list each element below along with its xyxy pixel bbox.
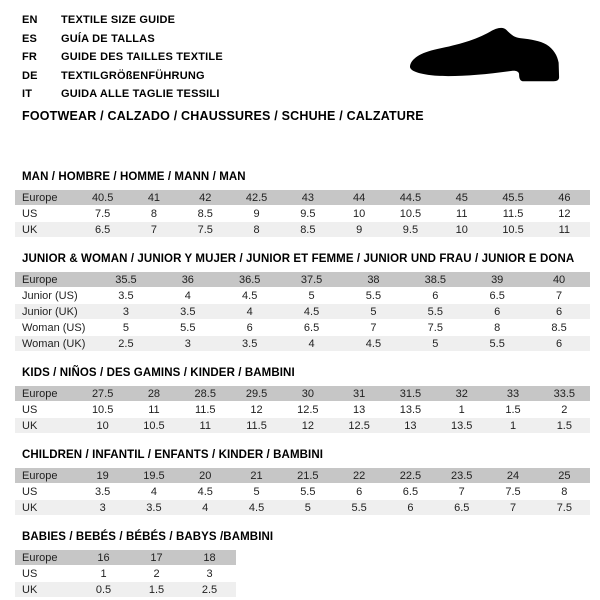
size-cell: 44 [333,190,384,205]
size-cell: 7.5 [487,484,538,499]
size-cell: 10 [436,222,487,237]
size-cell: 5.5 [404,304,466,319]
size-cell: 3.5 [219,336,281,351]
row-label: US [15,206,77,221]
size-cell: 24 [487,468,538,483]
row-label: UK [15,418,77,433]
table-title: JUNIOR & WOMAN / JUNIOR Y MUJER / JUNIOR ET FEMME / JUNIOR UND FRAU / JUNIOR E DONA [22,253,575,265]
size-table [15,467,590,516]
size-cell: 6.5 [77,222,128,237]
size-cell: 40.5 [77,190,128,205]
size-cell: 45 [436,190,487,205]
size-cell: 6.5 [436,500,487,515]
size-cell: 7.5 [404,320,466,335]
language-list [22,11,223,104]
size-cell: 17 [130,550,183,565]
table-row [15,222,590,237]
table-row [15,304,590,319]
table-title: CHILDREN / INFANTIL / ENFANTS / KINDER / BAMBINI [22,449,324,461]
size-cell: 9.5 [282,206,333,221]
size-cell: 39 [466,272,528,287]
size-cell: 20 [180,468,231,483]
size-cell: 8.5 [528,320,590,335]
size-cell: 6 [219,320,281,335]
size-cell: 28 [128,386,179,401]
table-title: KIDS / NIÑOS / DES GAMINS / KINDER / BAMBINI [22,367,295,379]
size-cell: 4 [180,500,231,515]
size-cell: 4.5 [231,500,282,515]
size-cell: 13 [333,402,384,417]
size-cell: 46 [539,190,590,205]
size-cell: 3.5 [157,304,219,319]
size-cell: 6 [404,288,466,303]
size-cell: 44.5 [385,190,436,205]
size-table [15,385,590,434]
size-cell: 27.5 [77,386,128,401]
size-cell: 4.5 [219,288,281,303]
size-cell: 13 [385,418,436,433]
size-table [15,189,590,238]
row-label: US [15,566,77,581]
table-row [15,288,590,303]
table-row [15,320,590,335]
size-cell: 45.5 [487,190,538,205]
size-cell: 12 [282,418,333,433]
size-cell: 8 [128,206,179,221]
size-cell: 6 [466,304,528,319]
size-cell: 5 [282,500,333,515]
size-cell: 31.5 [385,386,436,401]
language-row [22,67,223,86]
size-cell: 9 [333,222,384,237]
size-cell: 8 [231,222,282,237]
size-cell: 10.5 [77,402,128,417]
size-cell: 41 [128,190,179,205]
language-row [22,11,223,30]
size-cell: 40 [528,272,590,287]
size-table [15,549,236,598]
size-cell: 5 [343,304,405,319]
size-cell: 13.5 [436,418,487,433]
size-cell: 4 [281,336,343,351]
size-cell: 11.5 [180,402,231,417]
size-cell: 8 [466,320,528,335]
language-code: FR [22,51,38,63]
size-cell: 1 [487,418,538,433]
size-cell: 28.5 [180,386,231,401]
size-cell: 25 [539,468,590,483]
size-cell: 23.5 [436,468,487,483]
size-cell: 11.5 [231,418,282,433]
size-cell: 5 [404,336,466,351]
size-cell: 38 [343,272,405,287]
table-row [15,206,590,221]
row-label: Europe [15,386,77,401]
size-cell: 18 [183,550,236,565]
size-cell: 3 [157,336,219,351]
size-table [15,271,590,352]
table-row [15,468,590,483]
size-cell: 1.5 [539,418,590,433]
table-row [15,418,590,433]
language-label: GUIDE DES TAILLES TEXTILE [61,51,223,63]
size-cell: 36 [157,272,219,287]
row-label: US [15,484,77,499]
language-row [22,30,223,49]
size-cell: 43 [282,190,333,205]
row-label: Europe [15,550,77,565]
size-cell: 33.5 [539,386,590,401]
size-cell: 3.5 [77,484,128,499]
size-table-section [15,252,590,352]
size-cell: 16 [77,550,130,565]
size-cell: 4 [128,484,179,499]
table-row [15,566,236,581]
size-cell: 6.5 [466,288,528,303]
table-row [15,336,590,351]
size-cell: 6 [333,484,384,499]
size-cell: 3 [95,304,157,319]
size-cell: 7 [436,484,487,499]
row-label: Woman (UK) [15,336,95,351]
row-label: UK [15,582,77,597]
row-label: UK [15,500,77,515]
size-cell: 11.5 [487,206,538,221]
size-cell: 30 [282,386,333,401]
size-cell: 10.5 [385,206,436,221]
size-cell: 8.5 [282,222,333,237]
size-tables [15,170,590,600]
size-cell: 3.5 [128,500,179,515]
size-cell: 1 [77,566,130,581]
size-cell: 5.5 [333,500,384,515]
size-cell: 5.5 [157,320,219,335]
size-cell: 4 [157,288,219,303]
size-cell: 7 [128,222,179,237]
size-cell: 7 [343,320,405,335]
size-cell: 9.5 [385,222,436,237]
size-cell: 37.5 [281,272,343,287]
size-cell: 6.5 [281,320,343,335]
table-row [15,550,236,565]
table-title: BABIES / BEBÉS / BÉBÉS / BABYS /BAMBINI [22,531,274,543]
size-cell: 5 [231,484,282,499]
size-cell: 9 [231,206,282,221]
size-cell: 1.5 [487,402,538,417]
table-title: MAN / HOMBRE / HOMME / MANN / MAN [22,171,246,183]
size-cell: 7.5 [539,500,590,515]
table-row [15,484,590,499]
size-cell: 42.5 [231,190,282,205]
size-cell: 6.5 [385,484,436,499]
size-cell: 22 [333,468,384,483]
size-cell: 11 [180,418,231,433]
size-table-section [15,170,590,238]
table-row [15,402,590,417]
size-cell: 10 [333,206,384,221]
size-cell: 21.5 [282,468,333,483]
size-cell: 5.5 [343,288,405,303]
size-cell: 11 [436,206,487,221]
size-cell: 13.5 [385,402,436,417]
size-cell: 5 [281,288,343,303]
size-cell: 2 [539,402,590,417]
shoe-icon [390,8,590,110]
size-cell: 31 [333,386,384,401]
size-cell: 35.5 [95,272,157,287]
size-cell: 36.5 [219,272,281,287]
size-cell: 6 [528,336,590,351]
size-cell: 38.5 [404,272,466,287]
category-title: FOOTWEAR / CALZADO / CHAUSSURES / SCHUHE / CALZATURE [22,109,424,123]
size-cell: 1 [436,402,487,417]
language-code: EN [22,14,38,26]
size-cell: 8.5 [180,206,231,221]
language-row [22,85,223,104]
row-label: Junior (US) [15,288,95,303]
size-cell: 29.5 [231,386,282,401]
size-cell: 22.5 [385,468,436,483]
language-code: IT [22,88,33,100]
size-cell: 5.5 [466,336,528,351]
size-table-section [15,366,590,434]
size-cell: 10 [77,418,128,433]
size-cell: 3 [183,566,236,581]
shoe-silhouette [410,28,559,81]
size-cell: 10.5 [128,418,179,433]
language-label: TEXTILE SIZE GUIDE [61,14,176,26]
size-cell: 12.5 [333,418,384,433]
size-cell: 1.5 [130,582,183,597]
row-label: Junior (UK) [15,304,95,319]
size-table-section [15,448,590,516]
table-row [15,272,590,287]
size-cell: 6 [528,304,590,319]
size-cell: 0.5 [77,582,130,597]
table-row [15,500,590,515]
language-code: DE [22,69,38,82]
row-label: Woman (US) [15,320,95,335]
size-cell: 12 [231,402,282,417]
table-row [15,386,590,401]
size-cell: 11 [539,222,590,237]
size-cell: 7 [528,288,590,303]
size-cell: 2.5 [183,582,236,597]
table-row [15,190,590,205]
size-cell: 11 [128,402,179,417]
size-cell: 5.5 [282,484,333,499]
row-label: UK [15,222,77,237]
size-cell: 3.5 [95,288,157,303]
language-label: TEXTILGRÖßENFÜHRUNG [61,69,205,82]
size-cell: 19.5 [128,468,179,483]
size-cell: 7.5 [180,222,231,237]
size-cell: 21 [231,468,282,483]
size-cell: 10.5 [487,222,538,237]
size-cell: 2.5 [95,336,157,351]
row-label: Europe [15,190,77,205]
language-row [22,48,223,67]
size-cell: 3 [77,500,128,515]
size-cell: 4.5 [180,484,231,499]
size-cell: 42 [180,190,231,205]
size-cell: 7 [487,500,538,515]
size-cell: 7.5 [77,206,128,221]
size-cell: 2 [130,566,183,581]
size-table-section [15,530,590,598]
size-cell: 19 [77,468,128,483]
size-cell: 4.5 [281,304,343,319]
size-cell: 12.5 [282,402,333,417]
size-cell: 4 [219,304,281,319]
size-cell: 4.5 [343,336,405,351]
size-cell: 32 [436,386,487,401]
language-label: GUÍA DE TALLAS [61,32,155,45]
row-label: Europe [15,272,95,287]
row-label: US [15,402,77,417]
size-cell: 5 [95,320,157,335]
row-label: Europe [15,468,77,483]
size-cell: 33 [487,386,538,401]
size-cell: 8 [539,484,590,499]
table-row [15,582,236,597]
size-cell: 6 [385,500,436,515]
language-code: ES [22,32,38,45]
language-label: GUIDA ALLE TAGLIE TESSILI [61,88,220,100]
size-cell: 12 [539,206,590,221]
